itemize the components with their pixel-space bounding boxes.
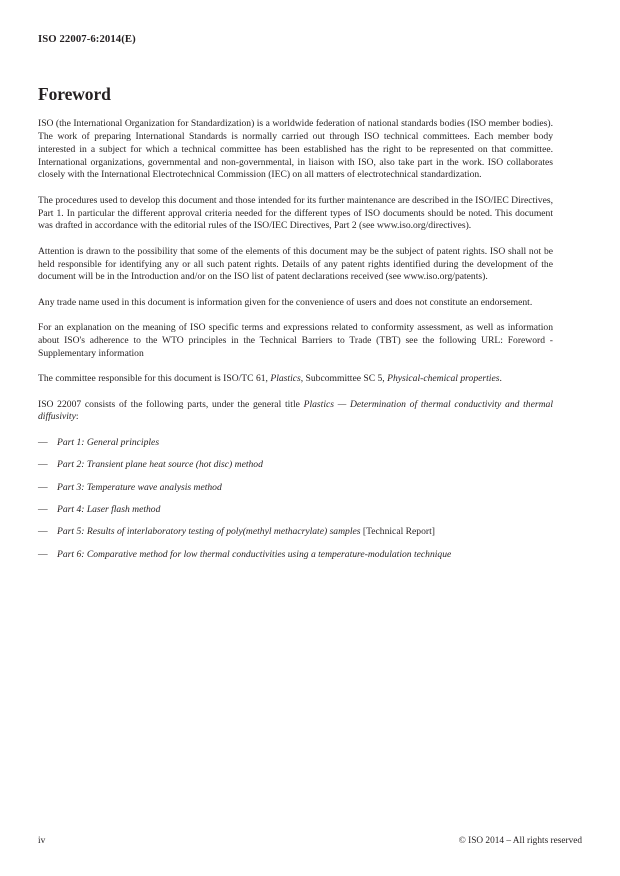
part-label: Part 4: Laser flash method: [57, 504, 161, 515]
em-dash-bullet-icon: —: [38, 481, 48, 493]
parts-intro-italic-general-title: Plastics — Determination of thermal conductivity and thermal diffusivity: [38, 398, 553, 423]
list-item: [38, 437, 553, 450]
list-item: [38, 459, 553, 472]
part-label: Part 5: Results of interlaboratory testing of poly(methyl methacrylate) samples: [57, 526, 361, 538]
committee-italic-subcommittee-name: Physical-chemical properties: [387, 373, 500, 385]
footer-page-number: iv: [38, 836, 46, 846]
list-item: [38, 504, 553, 517]
page-footer: [38, 836, 582, 850]
paragraph-iso-definition: ISO (the International Organization for Standardization) is a worldwide federation of national standards bodies (ISO member bodies). The work of preparing International Standards is normally carried out through ISO technical committees. Each member body interested in a subject for which a technical committee has been established has the right to be represented on that committee. International organizations, governmental and non-governmental, in liaison with ISO, also take part in the work. ISO collaborates closely with the International Electrotechnical Commission (IEC) on all matters of electrotechnical standardization.: [38, 118, 553, 181]
committee-text-end: .: [499, 373, 502, 385]
committee-italic-plastics: Plastics: [270, 373, 301, 385]
paragraph-trade-name: Any trade name used in this document is information given for the convenience of users and does not constitute an endorsement.: [38, 296, 533, 308]
footer-copyright: © ISO 2014 – All rights reserved: [458, 836, 582, 846]
paragraph-procedures: The procedures used to develop this document and those intended for its further maintenance are described in the ISO/IEC Directives, Part 1. In particular the different approval criteria needed for the different types of ISO documents should be noted. This document was drafted in accordance with the editorial rules of the ISO/IEC Directives, Part 2 (see www.iso.org/directives).: [38, 194, 553, 232]
part-suffix: [Technical Report]: [360, 526, 435, 538]
paragraph-conformity-assessment: For an explanation on the meaning of ISO specific terms and expressions related to conformity assessment, as well as information about ISO's adherence to the WTO principles in the Technical Barriers to Trade (TBT) see the following URL: Foreword - Supplementary information: [38, 322, 553, 359]
paragraph-parts-intro: [38, 399, 553, 425]
parts-intro-lead: ISO 22007 consists of the following parts, under the general title: [38, 398, 304, 410]
committee-text-lead: The committee responsible for this document is ISO/TC 61,: [38, 373, 271, 385]
em-dash-bullet-icon: —: [38, 504, 48, 515]
em-dash-bullet-icon: —: [38, 526, 48, 538]
part-label: Part 1: General principles: [57, 436, 160, 448]
part-label: Part 3: Temperature wave analysis method: [57, 481, 222, 493]
list-item: [38, 482, 553, 495]
parts-list: [38, 437, 553, 562]
foreword-body: [38, 118, 553, 571]
page-title: Foreword: [38, 84, 111, 104]
parts-intro-end: :: [75, 411, 79, 423]
list-item: [38, 526, 553, 539]
em-dash-bullet-icon: —: [38, 459, 48, 471]
committee-text-mid: , Subcommittee SC 5,: [300, 373, 388, 385]
document-header-number: ISO 22007-6:2014(E): [38, 33, 136, 45]
em-dash-bullet-icon: —: [38, 548, 48, 560]
list-item: [38, 549, 553, 562]
paragraph-responsible-committee: [38, 373, 553, 386]
paragraph-patent-rights: Attention is drawn to the possibility that some of the elements of this document may be the subject of patent rights. ISO shall not be held responsible for identifying any or all such patent rights. Details of any patent rights identified during the development of the document will be in the Introduction and/or on the ISO list of patent declarations received (see www.iso.org/patents).: [38, 245, 553, 283]
part-label: Part 6: Comparative method for low thermal conductivities using a temperature-modulation technique: [57, 548, 452, 560]
em-dash-bullet-icon: —: [38, 436, 48, 448]
part-label: Part 2: Transient plane heat source (hot disc) method: [57, 459, 263, 471]
